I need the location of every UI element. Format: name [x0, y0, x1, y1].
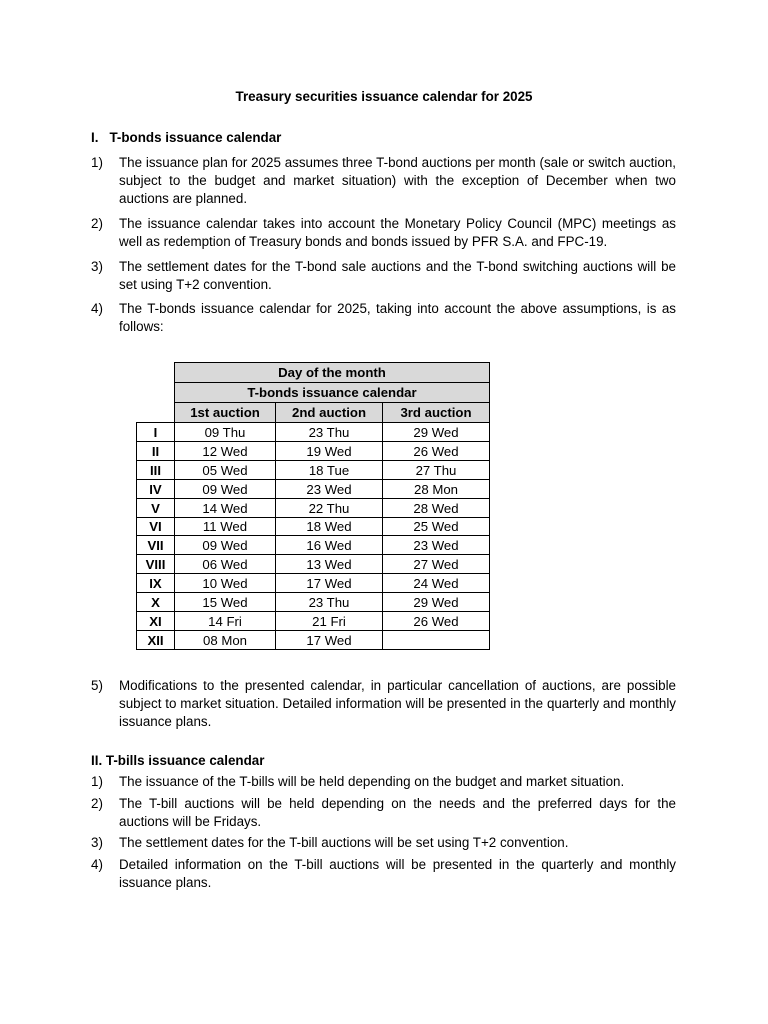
table-cell: 23 Thu — [275, 422, 383, 442]
table-cell: 29 Wed — [382, 592, 490, 612]
section-1-item-5 — [91, 677, 676, 731]
table-cell: 09 Wed — [174, 535, 276, 555]
table-cell: 28 Wed — [382, 498, 490, 518]
month-label: I — [136, 422, 175, 442]
table-cell: 18 Tue — [275, 460, 383, 480]
table-cell: 18 Wed — [275, 517, 383, 536]
column-header: 2nd auction — [275, 402, 383, 423]
item-number: 2) — [91, 796, 103, 811]
section-1-item-1 — [91, 154, 676, 208]
table-cell: 11 Wed — [174, 517, 276, 536]
item-number: 3) — [91, 835, 103, 850]
section-2-item-4 — [91, 856, 676, 892]
table-cell: 10 Wed — [174, 573, 276, 593]
item-number: 1) — [91, 155, 103, 170]
column-header: 1st auction — [174, 402, 276, 423]
section-1-item-4 — [91, 300, 676, 336]
table-cell: 16 Wed — [275, 535, 383, 555]
section-1-number: I. — [91, 130, 99, 145]
section-1-title: T-bonds issuance calendar — [109, 130, 282, 145]
section-2-item-2 — [91, 795, 676, 831]
month-label: IV — [136, 479, 175, 499]
item-text: The settlement dates for the T-bond sale auctions and the T-bond switching auctions will be set using T+2 convention. — [119, 259, 676, 292]
table-cell: 23 Wed — [382, 535, 490, 555]
item-number: 4) — [91, 301, 103, 316]
month-column-border — [136, 422, 175, 650]
table-cell: 24 Wed — [382, 573, 490, 593]
table-cell: 23 Thu — [275, 592, 383, 612]
item-number: 1) — [91, 774, 103, 789]
table-cell: 05 Wed — [174, 460, 276, 480]
section-1-item-3 — [91, 258, 676, 294]
item-text: Modifications to the presented calendar, in particular cancellation of auctions, are possible subject to market situation. Detailed information will be presented in the quarterly and monthly issuance plans. — [119, 678, 676, 729]
table-cell: 26 Wed — [382, 441, 490, 461]
table-header-top: Day of the month — [174, 362, 490, 383]
table-cell: 17 Wed — [275, 630, 383, 650]
table-outer-border — [174, 362, 490, 650]
table-cell: 27 Wed — [382, 554, 490, 574]
item-text: The issuance calendar takes into account the Monetary Policy Council (MPC) meetings as well as redemption of Treasury bonds and bonds issued by PFR S.A. and FPC-19. — [119, 216, 676, 249]
item-text: The issuance plan for 2025 assumes three T-bond auctions per month (sale or switch auction, subject to the budget and market situation) with the exception of December when two auctions are planned. — [119, 155, 676, 206]
table-cell: 12 Wed — [174, 441, 276, 461]
table-cell: 29 Wed — [382, 422, 490, 442]
month-label: II — [136, 441, 175, 461]
table-cell: 14 Fri — [174, 611, 276, 631]
column-header: 3rd auction — [382, 402, 490, 423]
section-1-heading — [91, 129, 281, 147]
table-cell: 15 Wed — [174, 592, 276, 612]
section-2-item-3 — [91, 834, 676, 852]
table-cell: 27 Thu — [382, 460, 490, 480]
table-cell: 13 Wed — [275, 554, 383, 574]
month-label: X — [136, 592, 175, 612]
section-2-heading: II. T-bills issuance calendar — [91, 753, 265, 768]
table-cell: 08 Mon — [174, 630, 276, 650]
section-1-item-2 — [91, 215, 676, 251]
table-cell: 14 Wed — [174, 498, 276, 518]
table-cell: 26 Wed — [382, 611, 490, 631]
table-cell: 06 Wed — [174, 554, 276, 574]
month-label: V — [136, 498, 175, 518]
month-label: XI — [136, 611, 175, 631]
item-number: 2) — [91, 216, 103, 231]
item-number: 4) — [91, 857, 103, 872]
document-title: Treasury securities issuance calendar for 2025 — [235, 89, 533, 104]
item-text: Detailed information on the T-bill auctions will be presented in the quarterly and monthly issuance plans. — [119, 857, 676, 890]
month-label: III — [136, 460, 175, 480]
table-header-sub: T-bonds issuance calendar — [174, 382, 490, 403]
table-cell: 19 Wed — [275, 441, 383, 461]
table-cell: 21 Fri — [275, 611, 383, 631]
section-2-item-1 — [91, 773, 676, 791]
table-cell: 17 Wed — [275, 573, 383, 593]
item-number: 3) — [91, 259, 103, 274]
table-cell: 22 Thu — [275, 498, 383, 518]
table-cell: 23 Wed — [275, 479, 383, 499]
item-text: The settlement dates for the T-bill auctions will be set using T+2 convention. — [119, 835, 569, 850]
month-label: VII — [136, 535, 175, 555]
item-text: The T-bill auctions will be held depending on the needs and the preferred days for the auctions will be Fridays. — [119, 796, 676, 829]
table-cell: 25 Wed — [382, 517, 490, 536]
month-label: XII — [136, 630, 175, 650]
month-label: IX — [136, 573, 175, 593]
table-cell: 28 Mon — [382, 479, 490, 499]
table-cell: 09 Thu — [174, 422, 276, 442]
month-label: VI — [136, 517, 175, 536]
item-text: The T-bonds issuance calendar for 2025, taking into account the above assumptions, is as follows: — [119, 301, 676, 334]
item-text: The issuance of the T-bills will be held depending on the budget and market situation. — [119, 774, 625, 789]
month-label: VIII — [136, 554, 175, 574]
item-number: 5) — [91, 678, 103, 693]
table-cell: 09 Wed — [174, 479, 276, 499]
